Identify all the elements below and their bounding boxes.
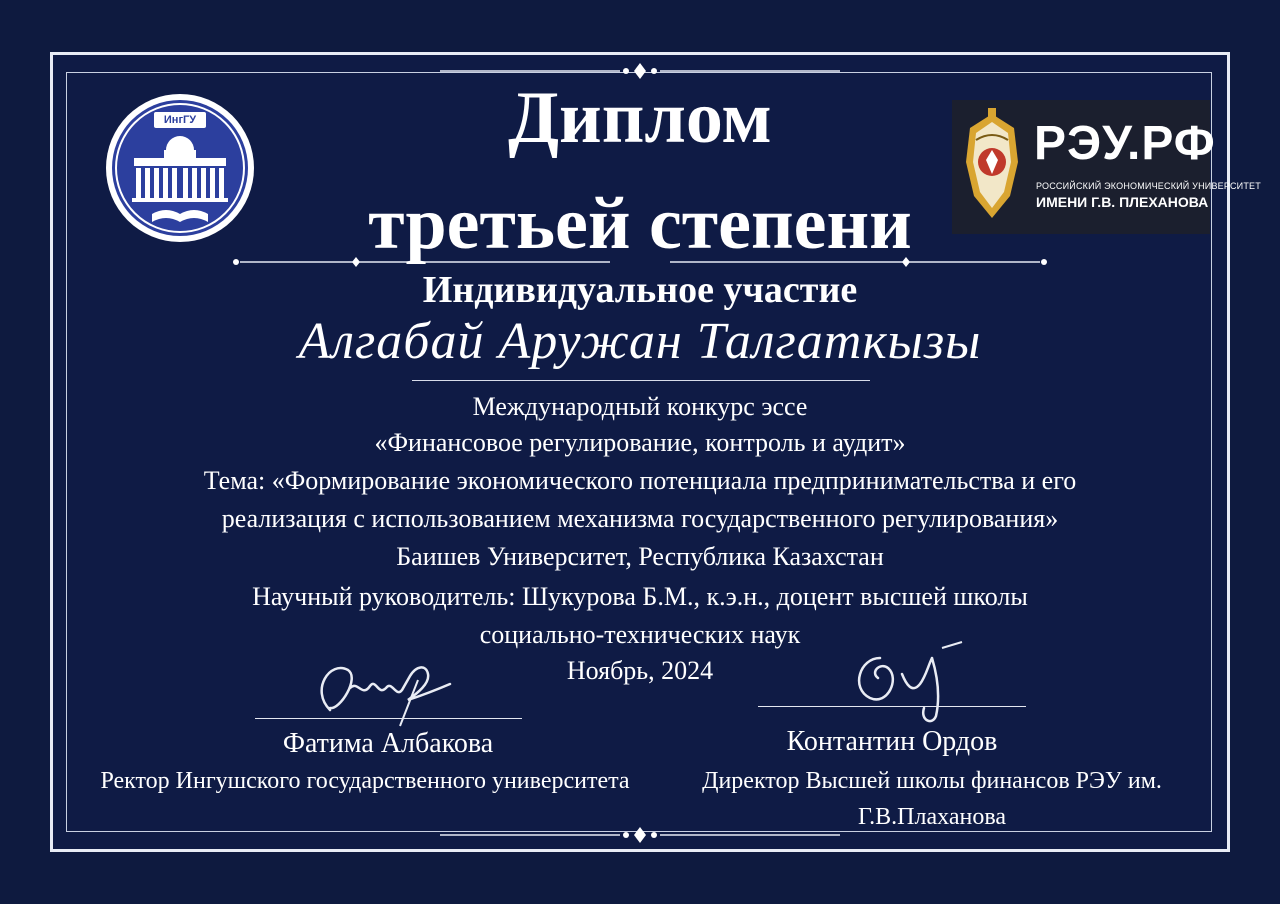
reu-subtitle-line2: ИМЕНИ Г.В. ПЛЕХАНОВА bbox=[1036, 194, 1209, 210]
signatory-left-name: Фатима Албакова bbox=[282, 728, 494, 759]
participation-category: Индивидуальное участие bbox=[422, 269, 858, 311]
signature-line-left bbox=[255, 718, 522, 719]
diploma-degree: третьей степени bbox=[368, 183, 912, 265]
ingsu-logo-label: ИнгГУ bbox=[163, 114, 197, 126]
reu-subtitle-line1: РОССИЙСКИЙ ЭКОНОМИЧЕСКИЙ УНИВЕРСИТЕТ bbox=[1036, 181, 1261, 191]
institution: Баишев Университет, Республика Казахстан bbox=[396, 542, 884, 571]
recipient-underline bbox=[412, 380, 870, 381]
diploma-title: Диплом bbox=[508, 77, 772, 159]
signatory-left-role: Ректор Ингушского государственного университета bbox=[100, 768, 630, 794]
advisor-line1: Научный руководитель: Шукурова Б.М., к.э.н., доцент высшей школы bbox=[252, 582, 1028, 611]
contest-title: «Финансовое регулирование, контроль и аудит» bbox=[374, 428, 906, 457]
reu-brand-text: РЭУ.РФ bbox=[1034, 117, 1216, 170]
topic-line1: Тема: «Формирование экономического потенциала предпринимательства и его bbox=[203, 466, 1077, 495]
ingsu-logo bbox=[104, 92, 256, 244]
signature-line-right bbox=[758, 706, 1026, 707]
contest-name: Международный конкурс эссе bbox=[472, 392, 808, 421]
topic-line2: реализация с использованием механизма государственного регулирования» bbox=[221, 504, 1059, 533]
signature-right bbox=[840, 638, 990, 728]
signatory-right-role-line2: Г.В.Плаханова bbox=[858, 804, 1006, 830]
signatory-right-name: Контантин Ордов bbox=[786, 726, 998, 757]
signatory-right-role-line1: Директор Высшей школы финансов РЭУ им. bbox=[702, 768, 1162, 794]
recipient-name: Алгабай Аружан Талгаткызы bbox=[298, 313, 982, 370]
advisor-line2: социально-технических наук bbox=[479, 620, 801, 649]
issue-date: Ноябрь, 2024 bbox=[566, 656, 714, 685]
